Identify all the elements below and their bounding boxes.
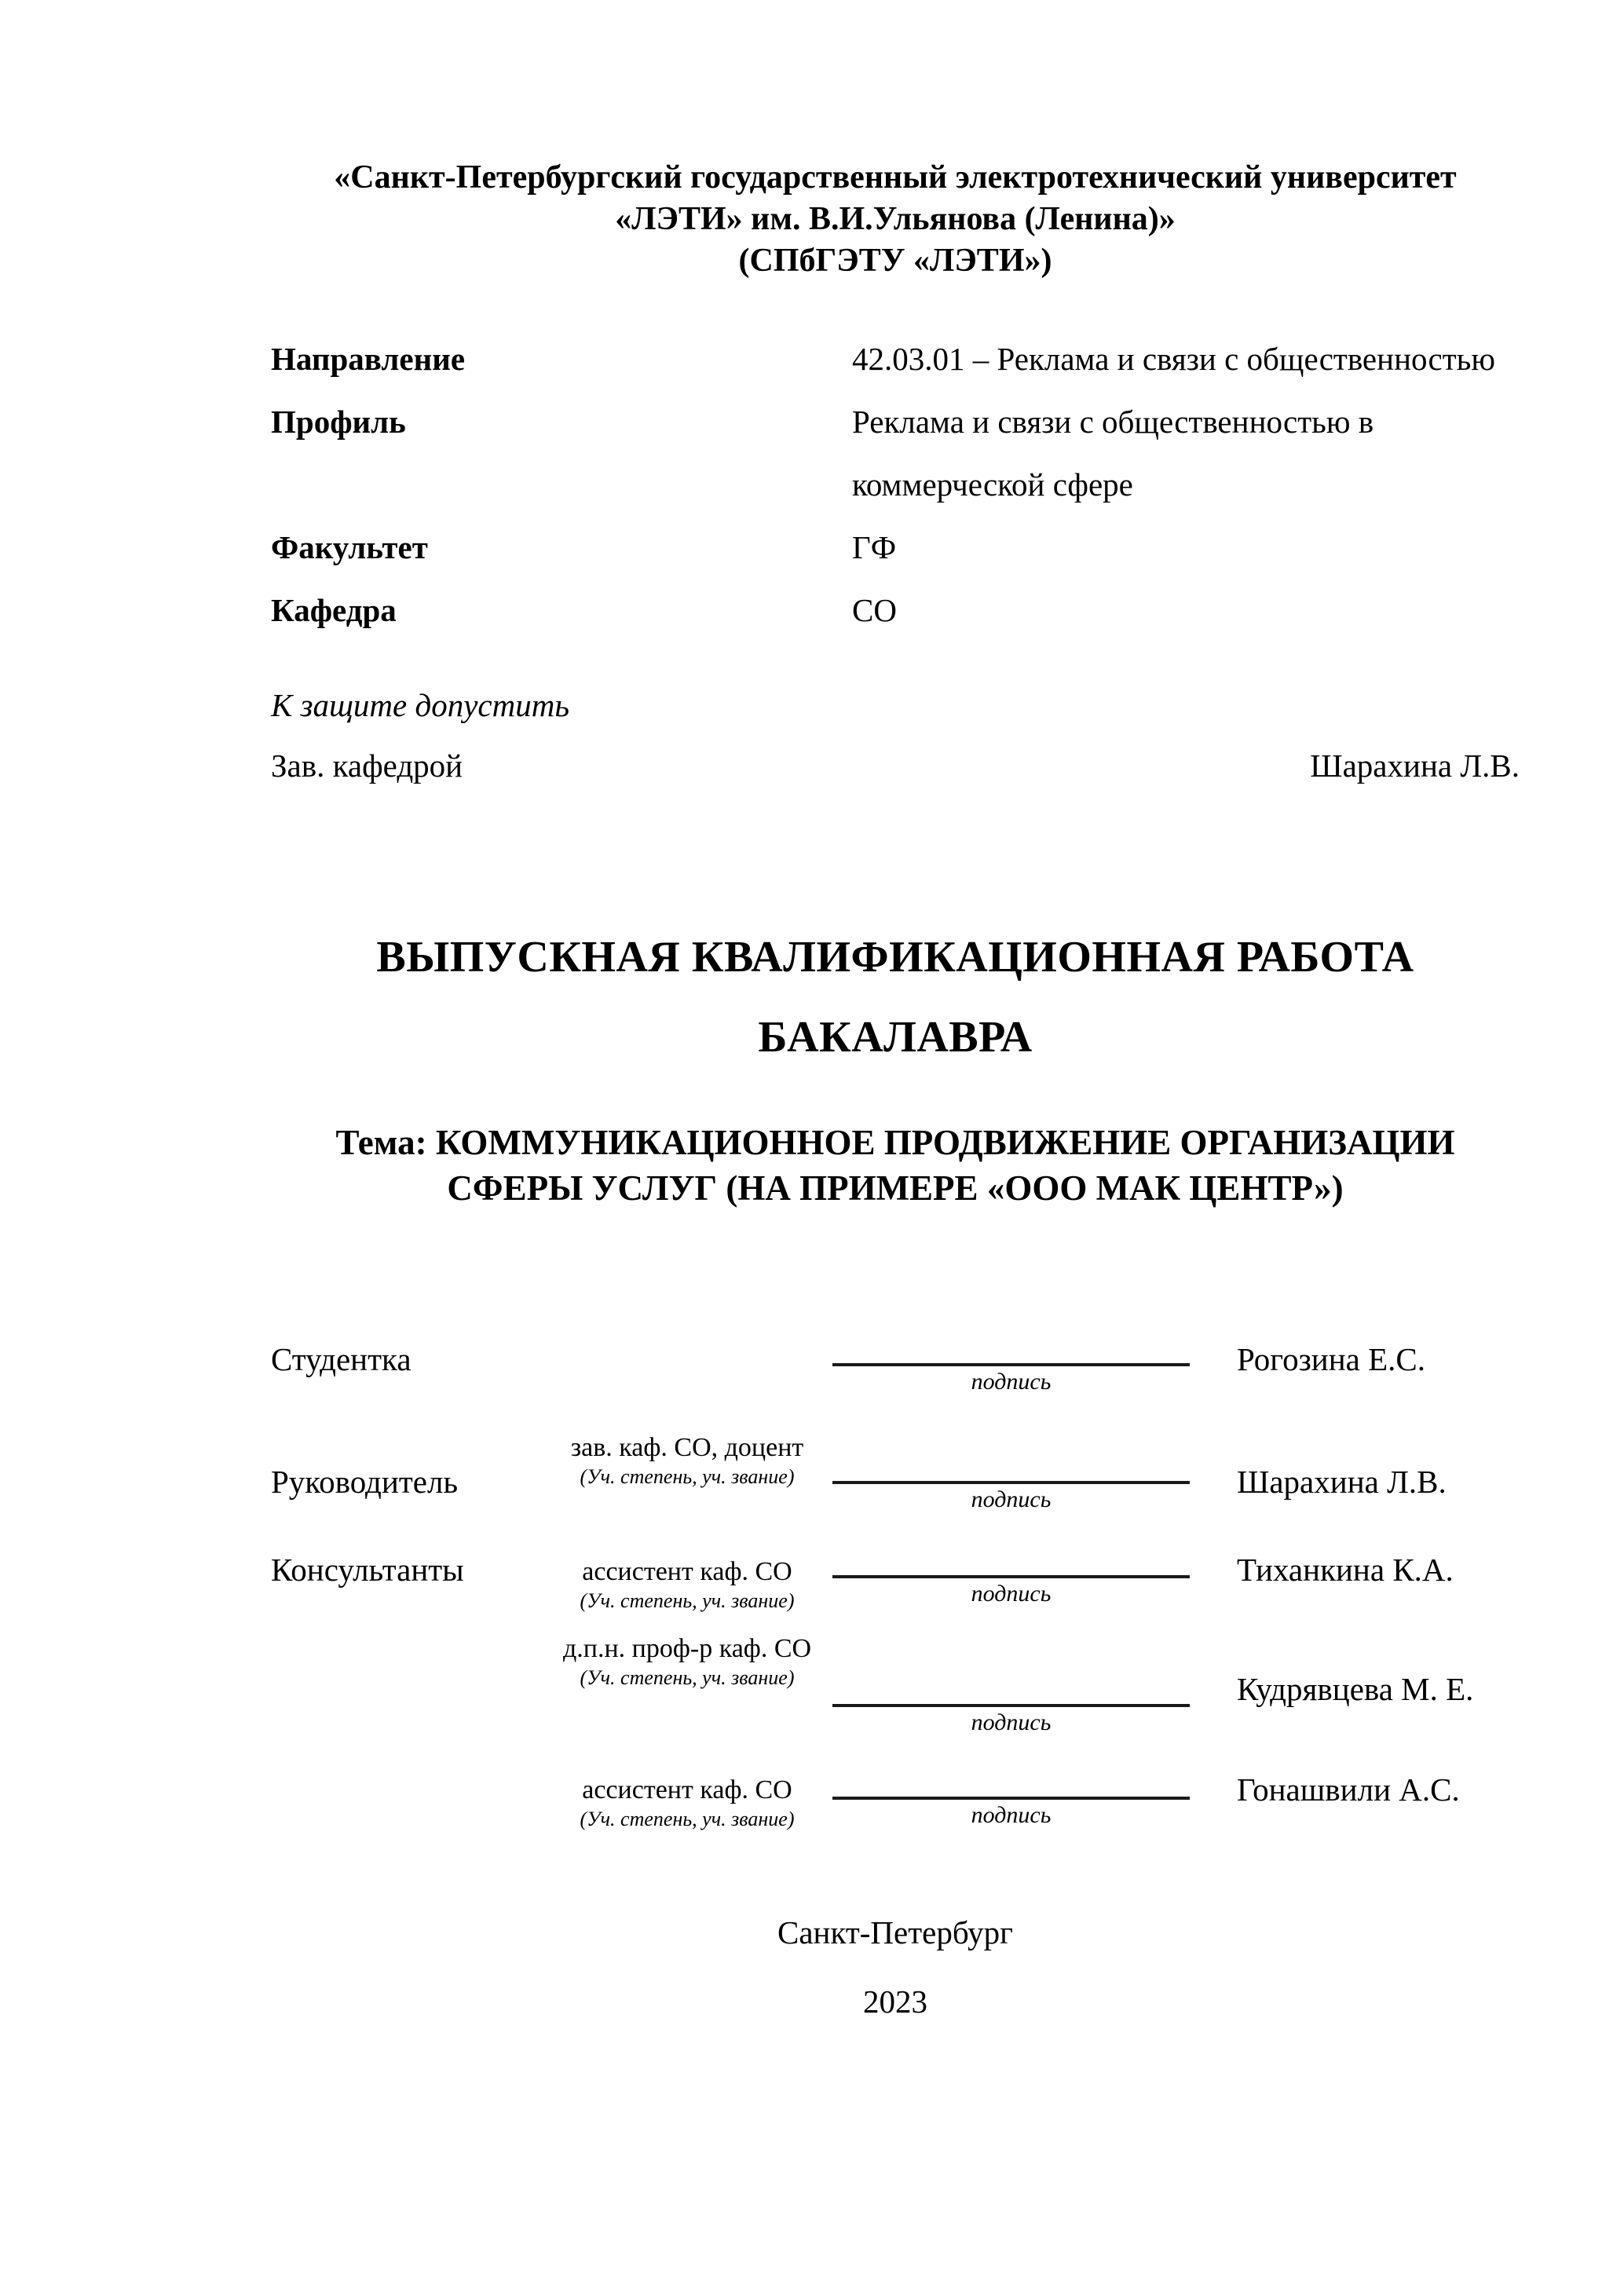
work-title-line-2: БАКАЛАВРА (758, 1013, 1033, 1062)
admission-head-row (271, 746, 1520, 785)
department-label: Кафедра (271, 592, 397, 628)
page-content (271, 0, 1520, 2021)
signature-caption: подпись (971, 1581, 1052, 1607)
signature-row-consultant-2 (271, 1633, 1520, 1738)
university-name-line-2: «ЛЭТИ» им. В.И.Ульянова (Ленина)» (615, 201, 1176, 237)
university-name-line-1: «Санкт-Петербургский государственный электротехнический университет (334, 159, 1457, 196)
degree-note: (Уч. степень, уч. звание) (580, 1666, 795, 1689)
degree-text: зав. каф. СО, доцент (570, 1433, 804, 1462)
degree-text: ассистент каф. СО (582, 1557, 792, 1586)
signature-degree (542, 1770, 832, 1833)
department-head-name: Шарахина Л.В. (1310, 748, 1520, 784)
signature-field (832, 1770, 1237, 1831)
signature-row-consultant-3 (271, 1770, 1520, 1833)
direction-label: Направление (271, 341, 466, 377)
university-header (271, 157, 1520, 282)
university-abbreviation: (СПбГЭТУ «ЛЭТИ») (738, 243, 1052, 279)
admission-permit-line: К защите допустить (271, 687, 569, 723)
signature-row-student (271, 1340, 1520, 1398)
footer-city: Санкт-Петербург (777, 1914, 1013, 1951)
info-row-department (271, 579, 1520, 642)
signature-role: Руководитель (271, 1464, 459, 1500)
degree-text: д.п.н. проф-р каф. СО (562, 1634, 812, 1663)
signatures-table (271, 1340, 1520, 1833)
footer (271, 1913, 1520, 2021)
degree-note: (Уч. степень, уч. звание) (580, 1589, 795, 1612)
signature-name: Шарахина Л.В. (1237, 1464, 1447, 1500)
signature-row-supervisor (271, 1432, 1520, 1515)
signature-degree (542, 1633, 832, 1691)
signature-space (832, 1770, 1190, 1797)
signature-role: Студентка (271, 1341, 411, 1377)
signature-caption: подпись (971, 1802, 1052, 1828)
degree-note: (Уч. степень, уч. звание) (580, 1465, 795, 1488)
program-info (271, 327, 1520, 642)
signature-name: Рогозина Е.С. (1237, 1341, 1425, 1377)
signature-field (832, 1432, 1237, 1515)
signature-field (832, 1550, 1237, 1610)
work-title-line-1: ВЫПУСКНАЯ КВАЛИФИКАЦИОННАЯ РАБОТА (376, 933, 1414, 982)
degree-note: (Уч. степень, уч. звание) (580, 1808, 795, 1830)
footer-year: 2023 (863, 1983, 927, 2020)
degree-text: ассистент каф. СО (582, 1775, 792, 1804)
signature-name: Кудрявцева М. Е. (1237, 1671, 1474, 1707)
signature-caption: подпись (971, 1486, 1052, 1512)
signature-space (832, 1633, 1190, 1704)
signature-row-consultant-1 (271, 1550, 1520, 1614)
signature-caption: подпись (971, 1709, 1052, 1735)
signature-field (832, 1340, 1237, 1398)
admission-block (271, 686, 1520, 785)
work-title (271, 917, 1520, 1077)
signature-name: Тиханкина К.А. (1237, 1552, 1454, 1588)
topic-text: КОММУНИКАЦИОННОЕ ПРОДВИЖЕНИЕ ОРГАНИЗАЦИИ СФЕРЫ УСЛУГ (НА ПРИМЕРЕ «ООО МАК ЦЕНТР») (435, 1123, 1455, 1208)
signature-degree (542, 1550, 832, 1614)
profile-label: Профиль (271, 404, 406, 440)
info-row-profile (271, 390, 1520, 516)
signature-degree (542, 1432, 832, 1490)
signature-space (832, 1340, 1190, 1363)
info-row-faculty (271, 516, 1520, 579)
department-value: СО (852, 592, 897, 628)
signature-field (832, 1633, 1237, 1738)
faculty-label: Факультет (271, 529, 428, 565)
topic-block (283, 1120, 1508, 1211)
department-head-label: Зав. кафедрой (271, 748, 463, 784)
info-row-direction (271, 327, 1520, 390)
profile-value: Реклама и связи с общественностью в коммерческой сфере (852, 404, 1374, 503)
signature-space (832, 1550, 1190, 1575)
direction-value: 42.03.01 – Реклама и связи с общественностью (852, 341, 1495, 377)
signature-space (832, 1432, 1190, 1481)
faculty-value: ГФ (852, 529, 897, 565)
topic-label: Тема: (335, 1123, 427, 1162)
signature-name: Гонашвили А.С. (1237, 1771, 1460, 1808)
signature-caption: подпись (971, 1369, 1052, 1395)
signature-role: Консультанты (271, 1552, 464, 1588)
